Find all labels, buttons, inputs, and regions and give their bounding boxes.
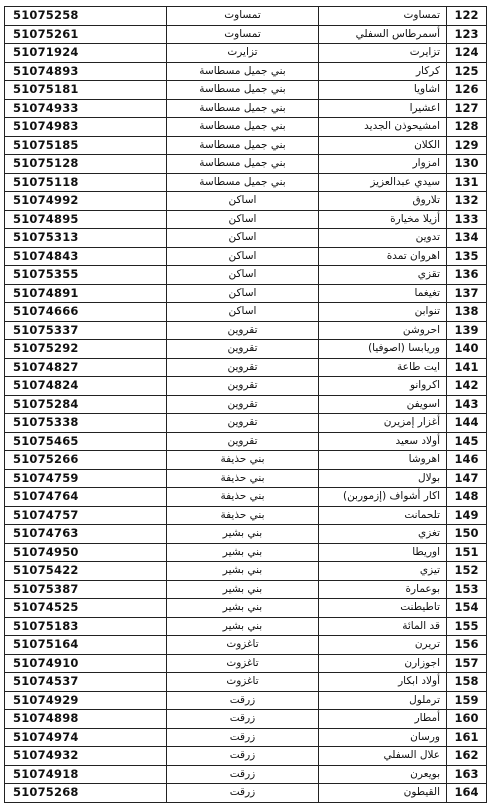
douar-cell: ايت طاعة	[319, 358, 447, 377]
row-number-cell: 133	[447, 210, 487, 229]
douar-cell: تمساوت	[319, 7, 447, 26]
commune-cell: بني حذيفة	[167, 451, 319, 470]
commune-cell: بني بشير	[167, 599, 319, 618]
row-number-cell: 161	[447, 728, 487, 747]
code-cell: 51074983	[5, 118, 167, 137]
code-cell: 51075181	[5, 81, 167, 100]
douar-cell: امشيحوذن الجديد	[319, 118, 447, 137]
douar-cell: الكلان	[319, 136, 447, 155]
table-row	[5, 784, 487, 803]
table-row	[5, 432, 487, 451]
table-row	[5, 7, 487, 26]
code-cell: 51075422	[5, 562, 167, 581]
row-number-cell: 146	[447, 451, 487, 470]
table-row	[5, 673, 487, 692]
code-cell: 51074843	[5, 247, 167, 266]
douar-cell: كركار	[319, 62, 447, 81]
douar-cell: تلحمانت	[319, 506, 447, 525]
code-cell: 51075185	[5, 136, 167, 155]
douar-cell: أزيلا مخيارة	[319, 210, 447, 229]
row-number-cell: 130	[447, 155, 487, 174]
code-cell: 51074950	[5, 543, 167, 562]
row-number-cell: 164	[447, 784, 487, 803]
row-number-cell: 157	[447, 654, 487, 673]
douar-cell: تغزي	[319, 525, 447, 544]
row-number-cell: 153	[447, 580, 487, 599]
row-number-cell: 136	[447, 266, 487, 285]
douar-cell: أسمرطاس السفلي	[319, 25, 447, 44]
commune-cell: بني جميل مسطاسة	[167, 81, 319, 100]
table-row	[5, 247, 487, 266]
table-row	[5, 155, 487, 174]
table-row	[5, 506, 487, 525]
commune-cell: بني حذيفة	[167, 488, 319, 507]
table-row	[5, 136, 487, 155]
table-row	[5, 25, 487, 44]
code-cell: 51075268	[5, 784, 167, 803]
commune-cell: تقروين	[167, 377, 319, 396]
table-row	[5, 99, 487, 118]
commune-cell: تقروين	[167, 414, 319, 433]
commune-cell: تاغزوت	[167, 673, 319, 692]
douar-cell: بويعرن	[319, 765, 447, 784]
table-row	[5, 192, 487, 211]
commune-cell: بني جميل مسطاسة	[167, 118, 319, 137]
douar-cell: احروشن	[319, 321, 447, 340]
code-cell: 51075128	[5, 155, 167, 174]
table-row	[5, 525, 487, 544]
douar-cell: وريابسا (اصوفيا)	[319, 340, 447, 359]
row-number-cell: 154	[447, 599, 487, 618]
commune-cell: بني بشير	[167, 543, 319, 562]
douar-cell: القيطون	[319, 784, 447, 803]
table-row	[5, 636, 487, 655]
table-row	[5, 303, 487, 322]
row-number-cell: 122	[447, 7, 487, 26]
douar-list-table	[4, 6, 487, 803]
code-cell: 51075355	[5, 266, 167, 285]
code-cell: 51075261	[5, 25, 167, 44]
douar-cell: اهروشا	[319, 451, 447, 470]
row-number-cell: 138	[447, 303, 487, 322]
douar-cell: اسويفن	[319, 395, 447, 414]
douar-cell: بولال	[319, 469, 447, 488]
douar-cell: تنوابن	[319, 303, 447, 322]
table-row	[5, 44, 487, 63]
commune-cell: تاغزوت	[167, 654, 319, 673]
commune-cell: زرقت	[167, 747, 319, 766]
commune-cell: بني جميل مسطاسة	[167, 136, 319, 155]
code-cell: 51074974	[5, 728, 167, 747]
douar-cell: تغيغما	[319, 284, 447, 303]
table-row	[5, 210, 487, 229]
commune-cell: تزايرت	[167, 44, 319, 63]
code-cell: 51075258	[5, 7, 167, 26]
commune-cell: زرقت	[167, 691, 319, 710]
code-cell: 51074525	[5, 599, 167, 618]
douar-cell: اكروانو	[319, 377, 447, 396]
table-row	[5, 81, 487, 100]
code-cell: 51074992	[5, 192, 167, 211]
code-cell: 51075284	[5, 395, 167, 414]
commune-cell: زرقت	[167, 710, 319, 729]
row-number-cell: 132	[447, 192, 487, 211]
commune-cell: اساكن	[167, 210, 319, 229]
douar-cell: ترملول	[319, 691, 447, 710]
douar-cell: تقزي	[319, 266, 447, 285]
code-cell: 51074893	[5, 62, 167, 81]
table-row	[5, 266, 487, 285]
douar-cell: أغزار إمزيرن	[319, 414, 447, 433]
douar-cell: اوريطا	[319, 543, 447, 562]
row-number-cell: 150	[447, 525, 487, 544]
code-cell: 51074932	[5, 747, 167, 766]
table-row	[5, 451, 487, 470]
row-number-cell: 135	[447, 247, 487, 266]
commune-cell: بني حذيفة	[167, 469, 319, 488]
code-cell: 51075292	[5, 340, 167, 359]
table-body	[5, 7, 487, 803]
douar-cell: تزايرت	[319, 44, 447, 63]
table-row	[5, 599, 487, 618]
row-number-cell: 148	[447, 488, 487, 507]
commune-cell: بني جميل مسطاسة	[167, 155, 319, 174]
commune-cell: تاغزوت	[167, 636, 319, 655]
row-number-cell: 134	[447, 229, 487, 248]
table-row	[5, 377, 487, 396]
commune-cell: اساكن	[167, 229, 319, 248]
row-number-cell: 141	[447, 358, 487, 377]
douar-cell: اهروان تمدة	[319, 247, 447, 266]
code-cell: 51074824	[5, 377, 167, 396]
table-row	[5, 488, 487, 507]
table-row	[5, 358, 487, 377]
row-number-cell: 156	[447, 636, 487, 655]
commune-cell: بني بشير	[167, 580, 319, 599]
document-page	[4, 6, 479, 803]
table-row	[5, 229, 487, 248]
row-number-cell: 137	[447, 284, 487, 303]
row-number-cell: 144	[447, 414, 487, 433]
commune-cell: بني حذيفة	[167, 506, 319, 525]
commune-cell: تقروين	[167, 340, 319, 359]
commune-cell: بني بشير	[167, 617, 319, 636]
code-cell: 51074759	[5, 469, 167, 488]
table-row	[5, 543, 487, 562]
table-row	[5, 654, 487, 673]
code-cell: 51074666	[5, 303, 167, 322]
table-row	[5, 62, 487, 81]
douar-cell: اكار أشواف (إزموربن)	[319, 488, 447, 507]
douar-cell: أولاد سعيد	[319, 432, 447, 451]
douar-cell: اعشيرا	[319, 99, 447, 118]
code-cell: 51074910	[5, 654, 167, 673]
code-cell: 51074891	[5, 284, 167, 303]
table-row	[5, 340, 487, 359]
row-number-cell: 160	[447, 710, 487, 729]
code-cell: 51075338	[5, 414, 167, 433]
table-row	[5, 562, 487, 581]
code-cell: 51074537	[5, 673, 167, 692]
table-row	[5, 580, 487, 599]
commune-cell: اساكن	[167, 284, 319, 303]
table-row	[5, 728, 487, 747]
commune-cell: اساكن	[167, 192, 319, 211]
table-row	[5, 118, 487, 137]
row-number-cell: 131	[447, 173, 487, 192]
row-number-cell: 149	[447, 506, 487, 525]
douar-cell: اشاويا	[319, 81, 447, 100]
row-number-cell: 129	[447, 136, 487, 155]
douar-cell: تدوين	[319, 229, 447, 248]
row-number-cell: 123	[447, 25, 487, 44]
commune-cell: اساكن	[167, 247, 319, 266]
row-number-cell: 151	[447, 543, 487, 562]
table-row	[5, 173, 487, 192]
table-row	[5, 284, 487, 303]
commune-cell: اساكن	[167, 303, 319, 322]
row-number-cell: 158	[447, 673, 487, 692]
code-cell: 51075118	[5, 173, 167, 192]
code-cell: 51074918	[5, 765, 167, 784]
table-row	[5, 469, 487, 488]
row-number-cell: 125	[447, 62, 487, 81]
code-cell: 51075465	[5, 432, 167, 451]
row-number-cell: 162	[447, 747, 487, 766]
code-cell: 51074827	[5, 358, 167, 377]
table-row	[5, 765, 487, 784]
commune-cell: بني جميل مسطاسة	[167, 99, 319, 118]
commune-cell: تمساوت	[167, 25, 319, 44]
row-number-cell: 124	[447, 44, 487, 63]
row-number-cell: 143	[447, 395, 487, 414]
commune-cell: بني بشير	[167, 562, 319, 581]
code-cell: 51075337	[5, 321, 167, 340]
code-cell: 51075164	[5, 636, 167, 655]
commune-cell: تقروين	[167, 358, 319, 377]
table-row	[5, 710, 487, 729]
row-number-cell: 152	[447, 562, 487, 581]
douar-cell: أولاد ابكار	[319, 673, 447, 692]
commune-cell: زرقت	[167, 784, 319, 803]
table-row	[5, 617, 487, 636]
code-cell: 51075266	[5, 451, 167, 470]
douar-cell: ورسان	[319, 728, 447, 747]
table-row	[5, 747, 487, 766]
douar-cell: علال السفلي	[319, 747, 447, 766]
code-cell: 51071924	[5, 44, 167, 63]
douar-cell: أمطار	[319, 710, 447, 729]
code-cell: 51074933	[5, 99, 167, 118]
commune-cell: تقروين	[167, 321, 319, 340]
row-number-cell: 147	[447, 469, 487, 488]
table-row	[5, 395, 487, 414]
row-number-cell: 140	[447, 340, 487, 359]
douar-cell: اجوزارن	[319, 654, 447, 673]
code-cell: 51075183	[5, 617, 167, 636]
commune-cell: زرقت	[167, 765, 319, 784]
douar-cell: امزوار	[319, 155, 447, 174]
commune-cell: تقروين	[167, 395, 319, 414]
row-number-cell: 126	[447, 81, 487, 100]
code-cell: 51075387	[5, 580, 167, 599]
table-row	[5, 691, 487, 710]
douar-cell: تيزي	[319, 562, 447, 581]
code-cell: 51074757	[5, 506, 167, 525]
row-number-cell: 128	[447, 118, 487, 137]
commune-cell: زرقت	[167, 728, 319, 747]
table-row	[5, 414, 487, 433]
douar-cell: تاطيطنت	[319, 599, 447, 618]
row-number-cell: 163	[447, 765, 487, 784]
douar-cell: سيدي عبدالعزيز	[319, 173, 447, 192]
row-number-cell: 127	[447, 99, 487, 118]
code-cell: 51074895	[5, 210, 167, 229]
code-cell: 51074764	[5, 488, 167, 507]
commune-cell: بني جميل مسطاسة	[167, 173, 319, 192]
code-cell: 51074763	[5, 525, 167, 544]
row-number-cell: 145	[447, 432, 487, 451]
commune-cell: بني جميل مسطاسة	[167, 62, 319, 81]
douar-cell: تلاروق	[319, 192, 447, 211]
commune-cell: تقروين	[167, 432, 319, 451]
row-number-cell: 155	[447, 617, 487, 636]
commune-cell: بني بشير	[167, 525, 319, 544]
douar-cell: بوعمارة	[319, 580, 447, 599]
row-number-cell: 139	[447, 321, 487, 340]
douar-cell: تريرن	[319, 636, 447, 655]
code-cell: 51074929	[5, 691, 167, 710]
code-cell: 51074898	[5, 710, 167, 729]
table-row	[5, 321, 487, 340]
code-cell: 51075313	[5, 229, 167, 248]
row-number-cell: 142	[447, 377, 487, 396]
douar-cell: قد المائة	[319, 617, 447, 636]
row-number-cell: 159	[447, 691, 487, 710]
commune-cell: تمساوت	[167, 7, 319, 26]
commune-cell: اساكن	[167, 266, 319, 285]
